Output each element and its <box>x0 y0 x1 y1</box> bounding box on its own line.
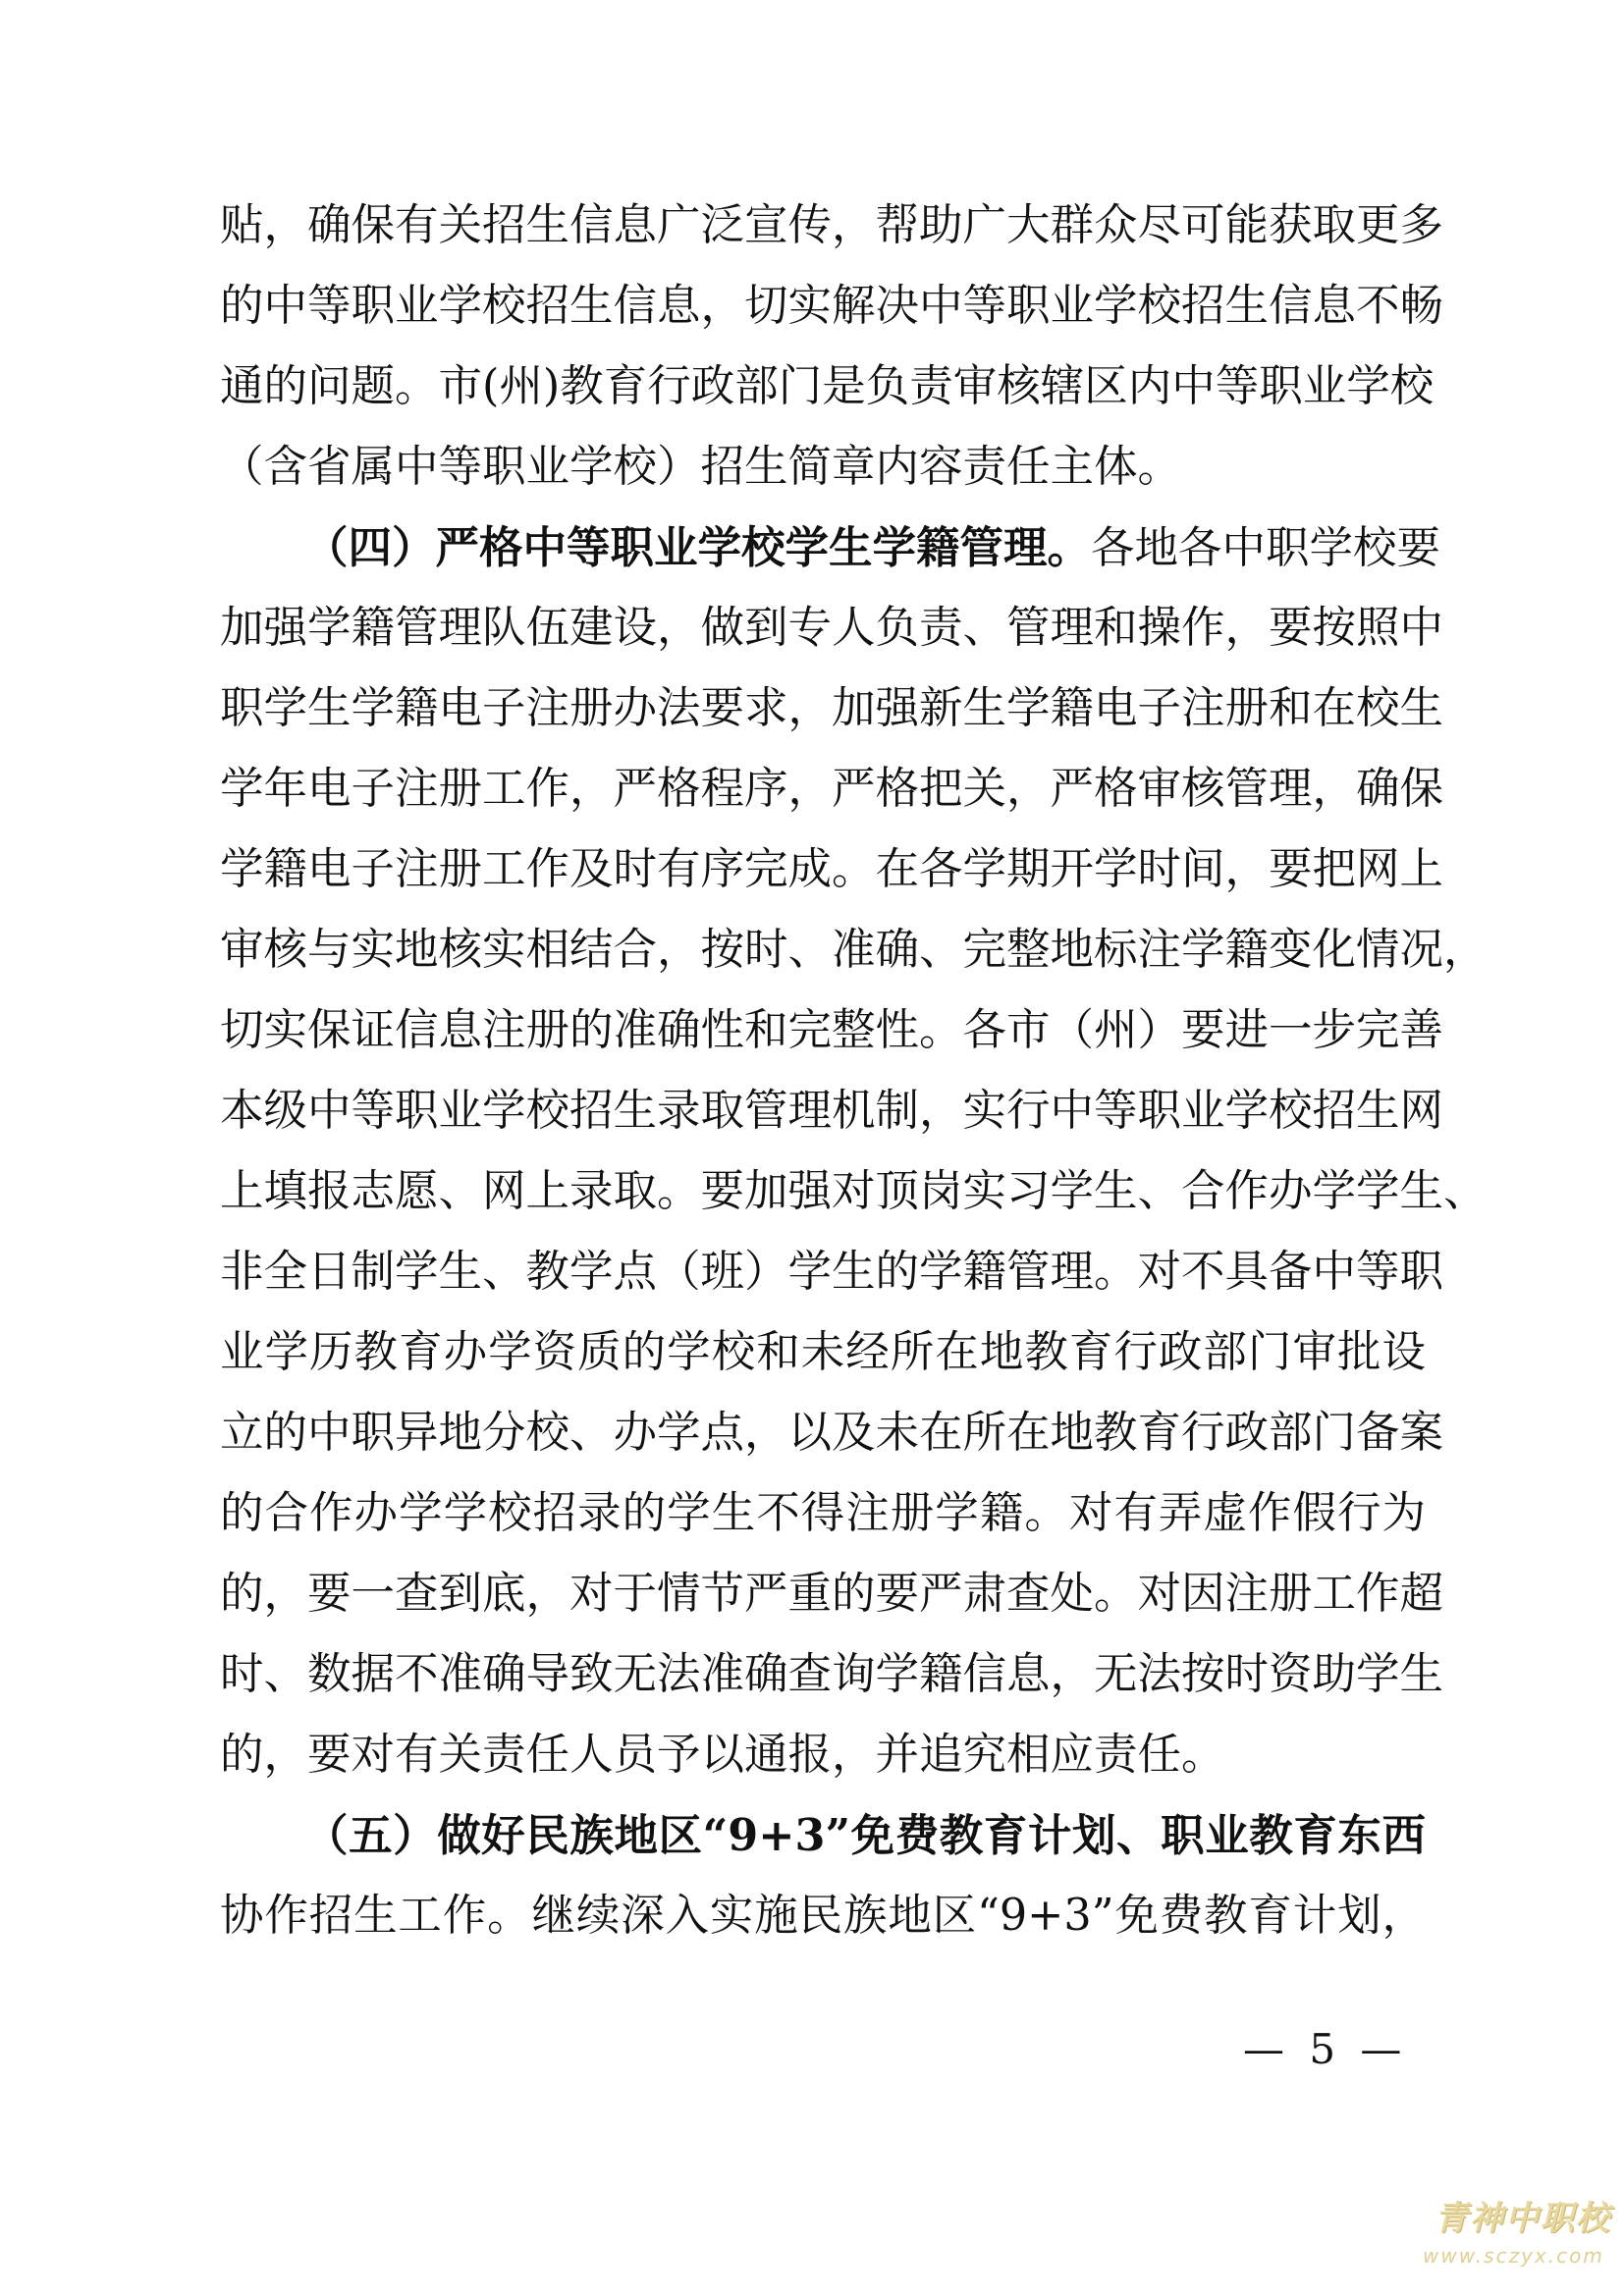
text-line: 的，要对有关责任人员予以通报，并追究相应责任。 <box>220 1730 1225 1780</box>
text-line: 立的中职异地分校、办学点，以及未在所在地教育行政部门备案 <box>220 1408 1444 1458</box>
text-line: 协作招生工作。继续深入实施民族地区“9+3”免费教育计划， <box>220 1891 1426 1941</box>
section-4-rest: 各地各中职学校要 <box>1091 523 1441 573</box>
text-line: 职学生学籍电子注册办法要求，加强新生学籍电子注册和在校生 <box>220 683 1444 733</box>
text-line: （含省属中等职业学校）招生简章内容责任主体。 <box>220 442 1182 492</box>
section-5-heading: （五）做好民族地区“9+3”免费教育计划、职业教育东西 <box>304 1810 1426 1861</box>
text-line: 的合作办学学校招录的学生不得注册学籍。对有弄虚作假行为 <box>220 1488 1426 1538</box>
text-line: 本级中等职业学校招生录取管理机制，实行中等职业学校招生网 <box>220 1086 1444 1136</box>
watermark-title: 青神中职校 <box>1435 2199 1611 2238</box>
section-4-heading: （四）严格中等职业学校学生学籍管理。 <box>304 522 1092 573</box>
text-line: 学年电子注册工作，严格程序，严格把关，严格审核管理，确保 <box>220 764 1444 814</box>
text-line: 贴，确保有关招生信息广泛宣传，帮助广大群众尽可能获取更多 <box>220 200 1444 250</box>
watermark-url: www.sczyx.com <box>1423 2244 1604 2268</box>
text-line: 非全日制学生、教学点（班）学生的学籍管理。对不具备中等职 <box>220 1247 1444 1297</box>
section-5-first-line <box>304 1810 1426 1861</box>
text-line: 上填报志愿、网上录取。要加强对顶岗实习学生、合作办学学生、 <box>220 1166 1488 1216</box>
text-line: 学籍电子注册工作及时有序完成。在各学期开学时间，要把网上 <box>220 844 1444 894</box>
text-line: 加强学籍管理队伍建设，做到专人负责、管理和操作，要按照中 <box>220 603 1444 653</box>
page-number: — 5 — <box>1243 2025 1408 2073</box>
text-line: 审核与实地核实相结合，按时、准确、完整地标注学籍变化情况， <box>220 925 1488 975</box>
text-line: 时、数据不准确导致无法准确查询学籍信息，无法按时资助学生 <box>220 1649 1444 1699</box>
text-line: 切实保证信息注册的准确性和完整性。各市（州）要进一步完善 <box>220 1005 1444 1055</box>
text-line: 的中等职业学校招生信息，切实解决中等职业学校招生信息不畅 <box>220 281 1444 331</box>
text-line: 通的问题。市(州)教育行政部门是负责审核辖区内中等职业学校 <box>220 361 1435 411</box>
watermark-logo <box>1389 2187 1615 2285</box>
text-line: 的，要一查到底，对于情节严重的要严肃查处。对因注册工作超 <box>220 1569 1444 1619</box>
text-line: 业学历教育办学资质的学校和未经所在地教育行政部门审批设 <box>220 1327 1426 1377</box>
section-4-first-line <box>304 522 1441 573</box>
